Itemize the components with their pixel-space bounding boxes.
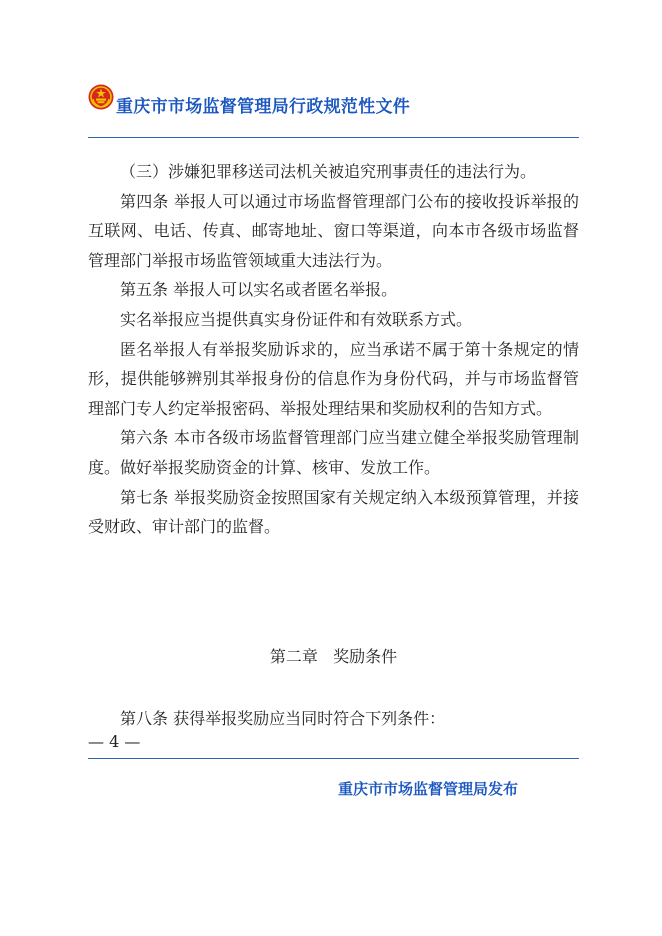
national-emblem-icon [88,84,114,110]
article-5: 第五条 举报人可以实名或者匿名举报。 [120,280,398,300]
article-4: 第四条 举报人可以通过市场监督管理部门公布的接收投诉举报的互联网、电话、传真、邮寄地址、窗口等渠道，向本市各级市场监督管理部门举报市场监管领域重大违法行为。 [88,191,579,270]
header-divider [88,137,579,138]
article-8: 第八条 获得举报奖励应当同时符合下列条件： [120,709,446,728]
article-6: 第六条 本市各级市场监督管理部门应当建立健全举报奖励管理制度。做好举报奖励资金的计算、核审、发放工作。 [88,428,579,477]
chapter-heading: 第二章 奖励条件 [269,647,398,666]
article-5-anonymous: 匿名举报人有举报奖励诉求的，应当承诺不属于第十条规定的情形，提供能够辨别其举报身份的信息作为身份代码，并与市场监督管理部门专人约定举报密码、举报处理结果和奖励权利的告知方式。 [88,339,579,418]
document-body [88,157,579,542]
clause-3: （三）涉嫌犯罪移送司法机关被追究刑事责任的违法行为。 [120,162,537,181]
article-7: 第七条 举报奖励资金按照国家有关规定纳入本级预算管理，并接受财政、审计部门的监督。 [88,487,579,537]
article-5-realname: 实名举报应当提供真实身份证件和有效联系方式。 [120,309,473,329]
publisher-label: 重庆市市场监督管理局发布 [338,780,519,798]
footer-divider [88,758,579,759]
page-number: — 4 — [88,732,141,751]
document-header-title: 重庆市市场监督管理局行政规范性文件 [116,97,411,117]
